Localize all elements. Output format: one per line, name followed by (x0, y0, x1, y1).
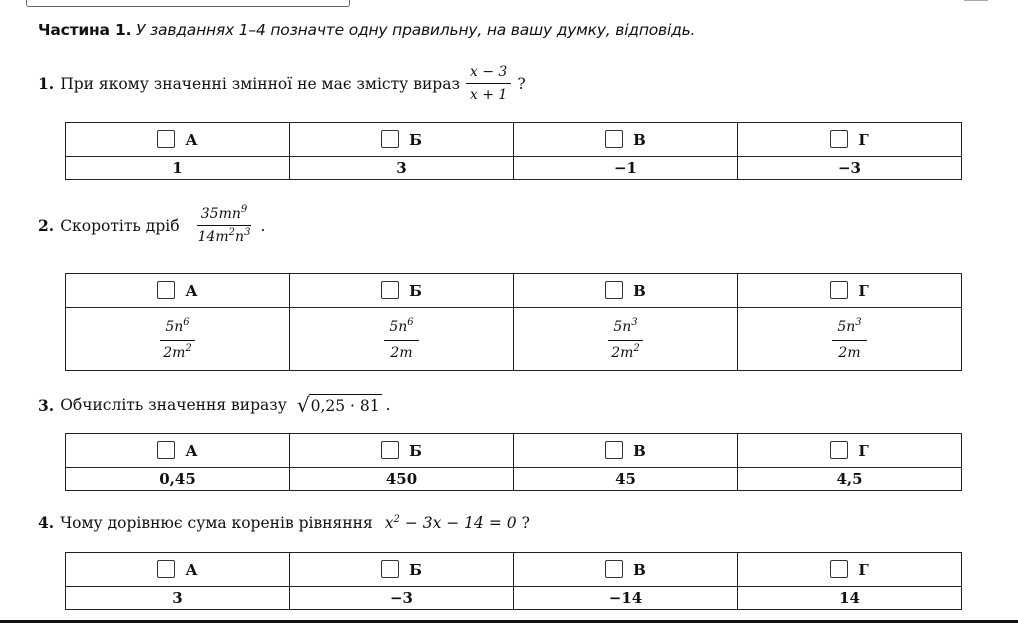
option-letter: А (185, 442, 198, 460)
option-b[interactable] (290, 274, 514, 308)
denominator-base: 2m (838, 344, 861, 361)
equation-rest: − 3x − 14 = 0 (404, 513, 517, 532)
option-letter: В (633, 442, 646, 460)
equation (385, 514, 517, 532)
option-v[interactable] (514, 553, 738, 587)
option-value: 3 (66, 587, 290, 610)
equation-variable: x (384, 513, 394, 532)
numerator-exponent: 3 (855, 316, 862, 328)
fraction-numerator (832, 316, 866, 341)
answer-checkbox[interactable] (830, 560, 848, 578)
fraction-denominator (385, 341, 417, 362)
denominator-base: 2m (611, 344, 634, 361)
answer-checkbox[interactable] (157, 281, 175, 299)
question-number: 3. (38, 395, 55, 415)
bottom-rule (0, 620, 1018, 623)
question-fraction (194, 206, 255, 245)
option-value: −3 (738, 157, 962, 180)
question-number: 2. (38, 216, 55, 235)
denominator-part: 14m (197, 229, 229, 245)
option-b[interactable] (290, 123, 514, 157)
option-v[interactable] (514, 123, 738, 157)
option-fraction (606, 316, 645, 362)
option-value: 14 (738, 587, 962, 610)
option-h[interactable] (738, 553, 962, 587)
option-b[interactable] (290, 434, 514, 468)
option-letter: В (633, 561, 646, 579)
option-v[interactable] (514, 434, 738, 468)
answer-table-2 (65, 273, 962, 371)
option-a[interactable] (66, 274, 290, 308)
answer-checkbox[interactable] (830, 281, 848, 299)
answer-checkbox[interactable] (605, 130, 623, 148)
top-frame (26, 0, 350, 7)
option-letter: Б (409, 442, 422, 460)
answer-checkbox[interactable] (381, 281, 399, 299)
numerator-exponent: 6 (183, 316, 190, 328)
answer-table-1 (65, 122, 962, 180)
answer-table-3 (65, 433, 962, 491)
numerator-base: 5n (165, 318, 184, 335)
question-number: 4. (38, 513, 55, 532)
answer-checkbox[interactable] (157, 130, 175, 148)
option-value (66, 308, 290, 371)
numerator-exponent: 9 (240, 204, 248, 215)
question-3 (38, 394, 391, 416)
option-letter: Г (858, 131, 869, 149)
part-label: Частина 1. (38, 21, 132, 39)
option-fraction (832, 316, 866, 362)
denominator-exponent: 2 (228, 227, 236, 238)
denominator-exponent: 2 (633, 342, 640, 354)
numerator-exponent: 3 (631, 316, 638, 328)
square-root (297, 394, 382, 416)
option-fraction (158, 316, 197, 362)
answer-checkbox[interactable] (605, 560, 623, 578)
option-letter: Г (858, 282, 869, 300)
answer-checkbox[interactable] (830, 130, 848, 148)
answer-table-4 (65, 552, 962, 610)
option-letter: Г (858, 561, 869, 579)
fraction-numerator (160, 316, 194, 341)
option-value: 450 (290, 468, 514, 491)
option-b[interactable] (290, 553, 514, 587)
option-letter: А (185, 282, 198, 300)
option-letter: В (633, 131, 646, 149)
option-value: −3 (290, 587, 514, 610)
section-heading (38, 21, 695, 39)
question-end: . (260, 216, 266, 235)
radical-sign: √ (296, 393, 310, 417)
option-letter: Б (409, 131, 422, 149)
option-value (290, 308, 514, 371)
numerator-base: 35mn (200, 206, 241, 222)
fraction-denominator (194, 226, 255, 245)
radicand: 0,25 · 81 (309, 394, 382, 416)
fraction-numerator (384, 316, 418, 341)
denominator-base: 2m (163, 344, 186, 361)
option-fraction (384, 316, 418, 362)
answer-checkbox[interactable] (381, 441, 399, 459)
option-a[interactable] (66, 123, 290, 157)
answer-checkbox[interactable] (381, 560, 399, 578)
option-value: 1 (66, 157, 290, 180)
option-letter: Б (409, 282, 422, 300)
option-letter: Г (858, 442, 869, 460)
option-h[interactable] (738, 123, 962, 157)
option-letter: А (185, 561, 198, 579)
instruction-text: У завданнях 1–4 позначте одну правильну, на вашу думку, відповідь. (136, 21, 696, 39)
option-letter: А (185, 131, 198, 149)
denominator-part: n (235, 229, 245, 245)
option-a[interactable] (66, 553, 290, 587)
answer-checkbox[interactable] (157, 560, 175, 578)
numerator-base: 5n (837, 318, 856, 335)
option-h[interactable] (738, 434, 962, 468)
option-letter: Б (409, 561, 422, 579)
answer-checkbox[interactable] (605, 441, 623, 459)
option-a[interactable] (66, 434, 290, 468)
answer-checkbox[interactable] (157, 441, 175, 459)
option-value (514, 308, 738, 371)
question-fraction (466, 64, 511, 103)
option-value: 4,5 (738, 468, 962, 491)
answer-checkbox[interactable] (605, 281, 623, 299)
question-text: При якому значенні змінної не має змісту вираз (60, 74, 460, 93)
question-text: Обчисліть значення виразу (60, 396, 287, 414)
fraction-denominator (833, 341, 865, 362)
option-value: −1 (514, 157, 738, 180)
option-h[interactable] (738, 274, 962, 308)
equation-exponent: 2 (393, 513, 400, 525)
question-end: . (385, 396, 391, 414)
answer-checkbox[interactable] (830, 441, 848, 459)
question-2 (38, 206, 265, 245)
fraction-numerator (197, 206, 251, 226)
numerator-base: 5n (389, 318, 408, 335)
fraction-denominator (606, 341, 645, 362)
fraction-denominator (158, 341, 197, 362)
option-value: 3 (290, 157, 514, 180)
option-value: 45 (514, 468, 738, 491)
option-value: −14 (514, 587, 738, 610)
denominator-base: 2m (390, 344, 413, 361)
fraction-numerator: x − 3 (466, 64, 511, 84)
question-4 (38, 513, 530, 532)
question-1 (38, 64, 526, 103)
question-end: ? (521, 513, 530, 532)
answer-checkbox[interactable] (381, 130, 399, 148)
option-v[interactable] (514, 274, 738, 308)
question-text: Чому дорівнює сума коренів рівняння (60, 513, 373, 532)
question-number: 1. (38, 74, 55, 93)
numerator-exponent: 6 (407, 316, 414, 328)
question-end: ? (517, 74, 526, 93)
option-value (738, 308, 962, 371)
denominator-exponent: 2 (185, 342, 192, 354)
option-letter: В (633, 282, 646, 300)
fraction-denominator: x + 1 (469, 87, 508, 103)
top-right-mark (964, 0, 988, 1)
numerator-base: 5n (613, 318, 632, 335)
question-text: Скоротіть дріб (60, 216, 180, 235)
fraction-numerator (608, 316, 642, 341)
option-value: 0,45 (66, 468, 290, 491)
denominator-exponent: 3 (244, 227, 251, 238)
